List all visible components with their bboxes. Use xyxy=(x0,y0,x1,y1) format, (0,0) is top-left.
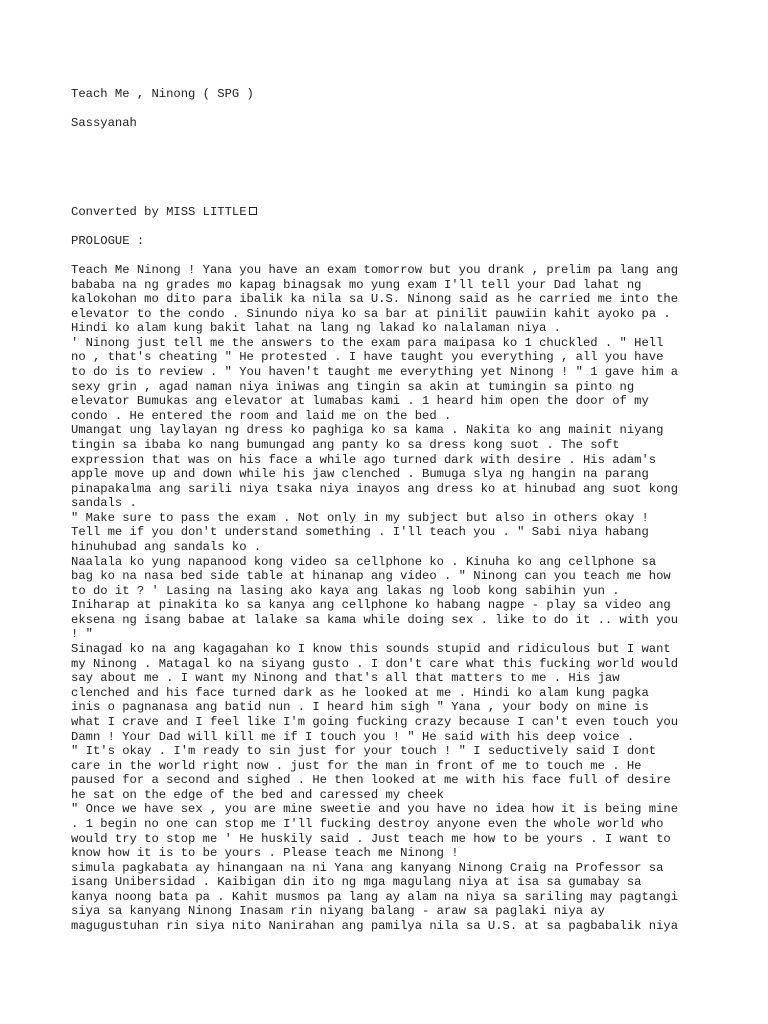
body-line: bababa na ng grades mo kapag binagsak mo yung exam I'll tell your Dad lahat ng xyxy=(71,277,642,292)
body-line: isang Unibersidad . Kaibigan din ito ng mga magulang niya at isa sa gumabay sa xyxy=(71,875,642,890)
body-line: no , that's cheating " He protested . I have taught you everything , all you have xyxy=(71,350,664,365)
body-line: expression that was on his face a while ago turned dark with desire . His adam's xyxy=(71,452,657,467)
body-line: Hindi ko alam kung bakit lahat na lang ng lakad ko nalalaman niya . xyxy=(71,321,562,336)
body-line: would try to stop me ' He huskily said . Just teach me how to be yours . I want to xyxy=(71,831,671,846)
body-line: Tell me if you don't understand something . I'll teach you . " Sabi niya habang xyxy=(71,525,649,540)
body-line: inis o pagnanasa ang batid nun . I heard him sigh " Yana , your body on mine is xyxy=(71,700,649,715)
converted-by-line xyxy=(71,205,257,220)
body-line: Iniharap at pinakita ko sa kanya ang cellphone ko habang nagpe - play sa video ang xyxy=(71,598,671,613)
body-line: siya sa kanyang Ninong Inasam rin niyang balang - araw sa paglaki niya ay xyxy=(71,904,605,919)
body-line: pinapakalma ang sarili niya tsaka niya inayos ang dress ko at hinubad ang suot kong xyxy=(71,481,679,496)
body-line: Sinagad ko na ang kagagahan ko I know this sounds stupid and ridiculous but I want xyxy=(71,642,671,657)
body-line: what I crave and I feel like I'm going fucking crazy because I can't even touch you xyxy=(71,714,679,729)
body-line: paused for a second and sighed . He then looked at me with his face full of desire xyxy=(71,773,671,788)
body-line: elevator to the condo . Sinundo niya ko sa bar at pinilit pauwiin kahit ayoko pa . xyxy=(71,306,671,321)
body-line: condo . He entered the room and laid me on the bed . xyxy=(71,408,452,423)
body-line: " Make sure to pass the exam . Not only in my subject but also in others okay ! xyxy=(71,510,649,525)
body-line: care in the world right now . just for the man in front of me to touch me . He xyxy=(71,758,642,773)
body-line: tingin sa ibaba ko nang bumungad ang panty ko sa dress kong suot . The soft xyxy=(71,437,620,452)
body-line: to do it ? ' Lasing na lasing ako kaya ang lakas ng loob kong sabihin yun . xyxy=(71,583,620,598)
body-line: Naalala ko yung napanood kong video sa cellphone ko . Kinuha ko ang cellphone sa xyxy=(71,554,657,569)
body-line: my Ninong . Matagal ko na siyang gusto . I don't care what this fucking world would xyxy=(71,656,679,671)
body-line: kanya noong bata pa . Kahit musmos pa lang ay alam na niya sa sariling may pagtangi xyxy=(71,889,679,904)
body-line: sexy grin , agad naman niya iniwas ang tingin sa akin at tumingin sa pinto ng xyxy=(71,379,635,394)
body-line: to do is to review . " You haven't taught me everything yet Ninong ! " 1 gave him a xyxy=(71,365,679,380)
prologue-body xyxy=(71,263,678,934)
document-author: Sassyanah xyxy=(71,116,137,130)
body-line: elevator Bumukas ang elevator at lumabas kami . 1 heard him open the door of my xyxy=(71,394,649,409)
body-line: sandals . xyxy=(71,496,137,511)
body-line: hinuhubad ang sandals ko . xyxy=(71,539,262,554)
body-line: simula pagkabata ay hinangaan na ni Yana ang kanyang Ninong Craig na Professor sa xyxy=(71,860,664,875)
body-line: he sat on the edge of the bed and caressed my cheek xyxy=(71,787,444,802)
document-title: Teach Me , Ninong ( SPG ) xyxy=(71,87,254,101)
body-line: eksena ng isang babae at lalake sa kama while doing sex . like to do it .. with you xyxy=(71,612,679,627)
body-line: Teach Me Ninong ! Yana you have an exam tomorrow but you drank , prelim pa lang ang xyxy=(71,263,679,277)
body-line: say about me . I want my Ninong and that's all that matters to me . His jaw xyxy=(71,671,620,686)
body-line: bag ko na nasa bed side table at hinanap ang video . " Ninong can you teach me how xyxy=(71,569,671,584)
body-line: clenched and his face turned dark as he looked at me . Hindi ko alam kung pagka xyxy=(71,685,649,700)
prologue-heading: PROLOGUE : xyxy=(71,234,145,248)
body-line: " Once we have sex , you are mine sweetie and you have no idea how it is being mine xyxy=(71,802,679,817)
body-line: Damn ! Your Dad will kill me if I touch you ! " He said with his deep voice . xyxy=(71,729,635,744)
body-line: ' Ninong just tell me the answers to the exam para maipasa ko 1 chuckled . " Hell xyxy=(71,335,664,350)
body-line: ! " xyxy=(71,627,93,642)
body-line: kalokohan mo dito para ibalik ka nila sa U.S. Ninong said as he carried me into the xyxy=(71,292,679,307)
body-line: magugustuhan rin siya nito Nanirahan ang pamilya nila sa U.S. at sa pagbabalik niya xyxy=(71,919,679,934)
converted-by-text: Converted by MISS LITTLE xyxy=(71,205,247,219)
body-line: Umangat ung laylayan ng dress ko paghiga ko sa kama . Nakita ko ang mainit niyang xyxy=(71,423,664,438)
body-line: know how it is to be yours . Please teach me Ninong ! xyxy=(71,846,459,861)
missing-glyph-icon xyxy=(249,207,257,215)
body-line: " It's okay . I'm ready to sin just for your touch ! " I seductively said I dont xyxy=(71,744,657,759)
body-line: . 1 begin no one can stop me I'll fucking destroy anyone even the whole world who xyxy=(71,816,664,831)
body-line: apple move up and down while his jaw clenched . Bumuga slya ng hangin na parang xyxy=(71,467,649,482)
